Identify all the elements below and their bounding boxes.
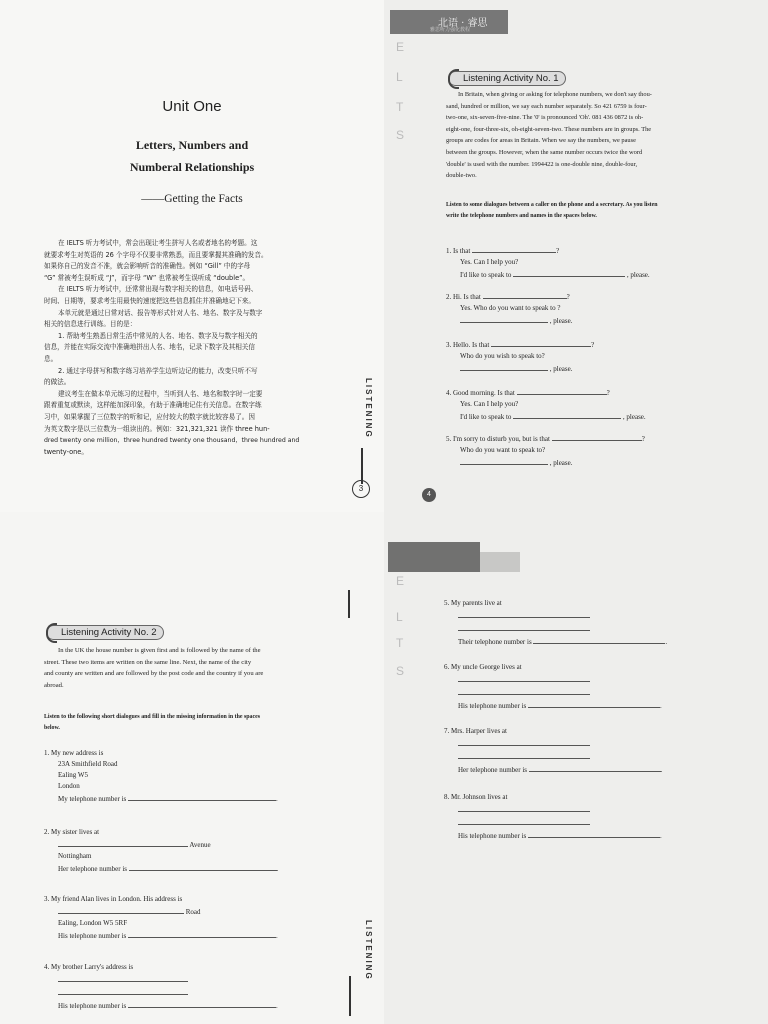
answer-blank[interactable] — [460, 456, 548, 465]
intro-line: 信息，并能在实际交流中准确地拼出人名、地名，记录下数字及其相关信 — [44, 343, 255, 352]
phone-label: Her telephone number is — [58, 865, 128, 873]
dialogue-1 — [446, 244, 650, 281]
phone-label: His telephone number is — [458, 832, 527, 840]
item-lead: 1. My new address is — [44, 749, 104, 757]
page-number-badge — [352, 480, 370, 498]
intro-line: 在 IELTS 听力考试中，还常常出现与数字相关的信息，如电话号码、 — [58, 285, 258, 294]
intro-line: 习中，如果掌握了三位数字的听和记，应付较大的数字就比较容易了。因 — [44, 412, 255, 421]
answer-blank[interactable] — [458, 816, 590, 825]
intro-line: 相关的信息进行训练。目的是： — [44, 320, 137, 329]
intro-line: 就要求考生对英语的 26 个字母不仅要非常熟悉，而且要掌握其准确的发音。 — [44, 250, 268, 259]
answer-blank[interactable] — [58, 838, 188, 847]
dialogue-4 — [446, 386, 646, 423]
unit-subtitle-line1: Letters, Numbers and — [135, 138, 249, 152]
address-line: Ealing, London W5 5RF — [58, 919, 128, 927]
address-item-5: 5. My parents live at Their telephone number is . — [444, 599, 668, 646]
side-letter: S — [396, 128, 405, 142]
side-letter: S — [396, 664, 405, 678]
address-line: London — [58, 782, 80, 790]
side-letter: E — [396, 574, 405, 588]
answer-blank[interactable] — [128, 792, 276, 801]
dialogue-3 — [446, 338, 594, 375]
phone-label: Her telephone number is — [458, 766, 528, 774]
address-line: 23A Smithfield Road — [58, 760, 118, 768]
address-item-3: 3. My friend Alan lives in London. His address is Road Ealing, London W5 5RF His telephone number is . — [44, 895, 278, 940]
intro-line: 本单元就是通过日常对话、报告等形式针对人名、地名、数字及与数字 — [58, 308, 263, 317]
activity-2-intro — [44, 645, 364, 691]
answer-blank[interactable] — [529, 763, 661, 772]
unit-tagline: ——Getting the Facts — [141, 193, 243, 205]
intro-line: dred twenty one million，three hundred twenty one thousand，three hundred and — [44, 437, 300, 445]
intro-line: 建议考生在做本单元练习的过程中，当听到人名、地名和数字时一定要 — [58, 389, 263, 398]
intro-line: 如果你自己的发音不准，就会影响听音的准确性。例如 “Gill” 中的字母 — [44, 262, 251, 271]
activity-1-instructions — [446, 200, 756, 222]
answer-blank[interactable] — [458, 750, 590, 759]
answer-blank[interactable] — [458, 609, 590, 618]
intro-line: between the groups. However, when the same number occurs twice the word — [446, 148, 643, 156]
intro-line: “G” 常被考生误听成 “J”，而字母 “W” 也常被考生误听成 “double”。 — [44, 273, 250, 282]
unit-subtitle-line2: Numberal Relationships — [129, 160, 255, 174]
dialogue-line: 2. Hi. Is that — [446, 293, 481, 301]
intro-line: eight-one, four-three-six, oh-eight-seven-two. These numbers are in groups. The — [446, 125, 652, 133]
answer-blank[interactable] — [472, 244, 556, 253]
dialogue-line: , please. — [549, 317, 573, 325]
instruction-line: write the telephone numbers and names in the spaces below. — [446, 213, 597, 219]
answer-blank[interactable] — [533, 635, 665, 644]
answer-blank[interactable] — [458, 686, 590, 695]
address-item-1: 1. My new address is 23A Smithfield Road Ealing W5 London My telephone number is . — [44, 749, 278, 803]
address-line: Ealing W5 — [58, 771, 89, 779]
dialogue-line: I'd like to speak to — [460, 413, 512, 421]
dialogue-2 — [446, 290, 573, 327]
intro-line: double-two. — [446, 172, 477, 180]
intro-line: 跟着重复或默读，这样能加深印象，有助于准确地记住有关信息。在数字练 — [44, 401, 262, 410]
side-letter: T — [396, 636, 404, 650]
intro-line: 'double' is used with the number. 1994422 is one-double nine, double-four, — [446, 160, 638, 168]
intro-line: two-one, six-seven-five-nine. The '0' is pronounced 'Oh'. 081 436 0872 is oh- — [446, 114, 644, 122]
phone-label: His telephone number is — [458, 702, 527, 710]
answer-blank[interactable] — [128, 999, 276, 1008]
intro-line: abroad. — [44, 681, 64, 689]
intro-line: and county are written and are followed by the post code and the country if you are — [44, 670, 264, 678]
address-item-2: 2. My sister lives at Avenue Nottingham Her telephone number is . — [44, 828, 279, 873]
intro-line: 为英文数字是以三位数为一组读出的。例如：321,321,321 读作 three hun- — [44, 424, 270, 433]
key-icon — [348, 590, 350, 618]
answer-blank[interactable] — [58, 973, 188, 982]
item-lead: 8. Mr. Johnson lives at — [444, 793, 508, 801]
answer-blank[interactable] — [491, 338, 591, 347]
item-lead: 7. Mrs. Harper lives at — [444, 727, 507, 735]
intro-line: In the UK the house number is given first and is followed by the name of the — [58, 647, 261, 654]
item-lead: 5. My parents live at — [444, 599, 502, 607]
address-item-6: 6. My uncle George lives at His telephone number is . — [444, 663, 662, 710]
answer-blank[interactable] — [458, 737, 590, 746]
side-letter: E — [396, 40, 405, 54]
page-header-banner — [390, 10, 508, 34]
question-mark: ? — [591, 341, 595, 349]
dialogue-line: , please. — [549, 365, 573, 373]
question-mark: ? — [606, 389, 610, 397]
dialogue-line: Yes. Can I help you? — [460, 258, 519, 266]
intro-line: 在 IELTS 听力考试中，常会出现让考生拼写人名或者地名的考题。这 — [58, 239, 258, 247]
dialogue-line: Who do you want to speak to? — [460, 446, 546, 454]
answer-blank[interactable] — [528, 699, 660, 708]
answer-blank[interactable] — [513, 268, 625, 277]
answer-blank[interactable] — [460, 314, 548, 323]
answer-blank[interactable] — [58, 905, 184, 914]
intro-line: 时间、日期等，要求考生用最快的速度把这些信息抓住并准确地记下来。 — [44, 296, 255, 305]
answer-blank[interactable] — [460, 362, 548, 371]
intro-line: twenty-one。 — [44, 447, 88, 456]
header-smudge — [480, 552, 520, 572]
dialogue-line: Yes. Who do you want to speak to ? — [460, 304, 561, 312]
intro-line: In Britain, when giving or asking for telephone numbers, we don't say thou- — [458, 91, 652, 98]
page-header-banner — [388, 542, 480, 572]
answer-blank[interactable] — [552, 432, 642, 441]
answer-blank[interactable] — [483, 290, 567, 299]
item-lead: 2. My sister lives at — [44, 828, 100, 836]
address-item-8: 8. Mr. Johnson lives at His telephone number is . — [444, 793, 662, 840]
intro-line: street. These two items are written on the same line. Next, the name of the city — [44, 658, 252, 666]
page-activity-1 — [384, 0, 768, 512]
address-line: Nottingham — [58, 852, 92, 860]
intro-line: 1. 帮助考生熟悉日常生活中常见的人名、地名、数字及与数字相关的 — [58, 331, 258, 340]
answer-blank[interactable] — [528, 829, 660, 838]
page-unit-one — [0, 0, 384, 512]
dialogue-line: I'd like to speak to — [460, 271, 512, 279]
question-mark: ? — [556, 247, 560, 255]
intro-line: groups are codes for areas in Britain. When we say the numbers, we pause — [446, 137, 636, 145]
chinese-introduction — [44, 238, 344, 458]
instruction-line: Listen to some dialogues between a caller on the phone and a secretary. As you listen — [446, 202, 658, 208]
address-item-4: 4. My brother Larry's address is His telephone number is . — [44, 963, 278, 1010]
dialogue-line: 1. Is that — [446, 247, 471, 255]
dialogue-line: Who do you wish to speak to? — [460, 352, 545, 360]
answer-blank[interactable] — [458, 673, 590, 682]
answer-blank[interactable] — [458, 803, 590, 812]
intro-line: 的做法。 — [44, 378, 71, 387]
dialogue-line: Yes. Can I help you? — [460, 400, 519, 408]
intro-line: sand, hundred or million, we say each number separately. So 421 6759 is four- — [446, 102, 647, 110]
key-icon — [361, 448, 363, 484]
page-activity-2-continued — [384, 512, 768, 1024]
dialogue-5 — [446, 432, 645, 469]
page-number: 4 — [427, 491, 431, 498]
phone-label: His telephone number is — [58, 932, 127, 940]
side-letter: T — [396, 100, 404, 114]
dialogue-line: 5. I'm sorry to disturb you, but is that — [446, 435, 550, 443]
intro-line: 2. 通过字母拼写和数字练习培养学生边听边记的能力，改变只听不写 — [58, 366, 258, 375]
activity-2-title: Listening Activity No. 2 — [46, 625, 164, 640]
street-suffix: Avenue — [189, 841, 211, 849]
instruction-line: below. — [44, 725, 60, 731]
page-activity-2 — [0, 512, 384, 1024]
item-lead: 3. My friend Alan lives in London. His address is — [44, 895, 183, 903]
item-lead: 6. My uncle George lives at — [444, 663, 522, 671]
dialogue-line: , please. — [622, 413, 646, 421]
page-number: 3 — [358, 484, 364, 493]
side-label-listening: LISTENING — [364, 378, 373, 439]
question-mark: ? — [566, 293, 570, 301]
answer-blank[interactable] — [128, 929, 276, 938]
answer-blank[interactable] — [517, 386, 607, 395]
activity-1-title: Listening Activity No. 1 — [448, 71, 566, 86]
address-item-7: 7. Mrs. Harper lives at Her telephone number is . — [444, 727, 663, 774]
instruction-line: Listen to the following short dialogues and fill in the missing information in the spaces — [44, 714, 261, 720]
key-icon — [349, 976, 351, 1016]
phone-label: Their telephone number is — [458, 638, 532, 646]
phone-label: His telephone number is — [58, 1002, 127, 1010]
answer-blank[interactable] — [129, 862, 277, 871]
answer-blank[interactable] — [458, 622, 590, 631]
answer-blank[interactable] — [58, 986, 188, 995]
activity-1-intro — [446, 89, 746, 182]
page-number-badge — [422, 488, 436, 502]
header-subtitle: 雅思听力强化教程 — [430, 27, 471, 33]
street-suffix: Road — [185, 908, 201, 916]
question-mark: ? — [641, 435, 645, 443]
dialogue-line: , please. — [626, 271, 650, 279]
answer-blank[interactable] — [513, 410, 621, 419]
item-lead: 4. My brother Larry's address is — [44, 963, 134, 971]
side-label-listening: LISTENING — [364, 920, 373, 981]
unit-title: Unit One — [162, 98, 222, 115]
dialogue-line: 3. Hello. Is that — [446, 341, 490, 349]
phone-label: My telephone number is — [58, 795, 127, 803]
side-letter: L — [396, 610, 403, 624]
dialogue-line: 4. Good morning. Is that — [446, 389, 515, 397]
intro-line: 息。 — [44, 354, 58, 363]
side-letter: L — [396, 70, 403, 84]
activity-2-instructions — [44, 712, 364, 734]
dialogue-line: , please. — [549, 459, 573, 467]
header-brand: 北语 · 睿思 — [438, 18, 488, 29]
